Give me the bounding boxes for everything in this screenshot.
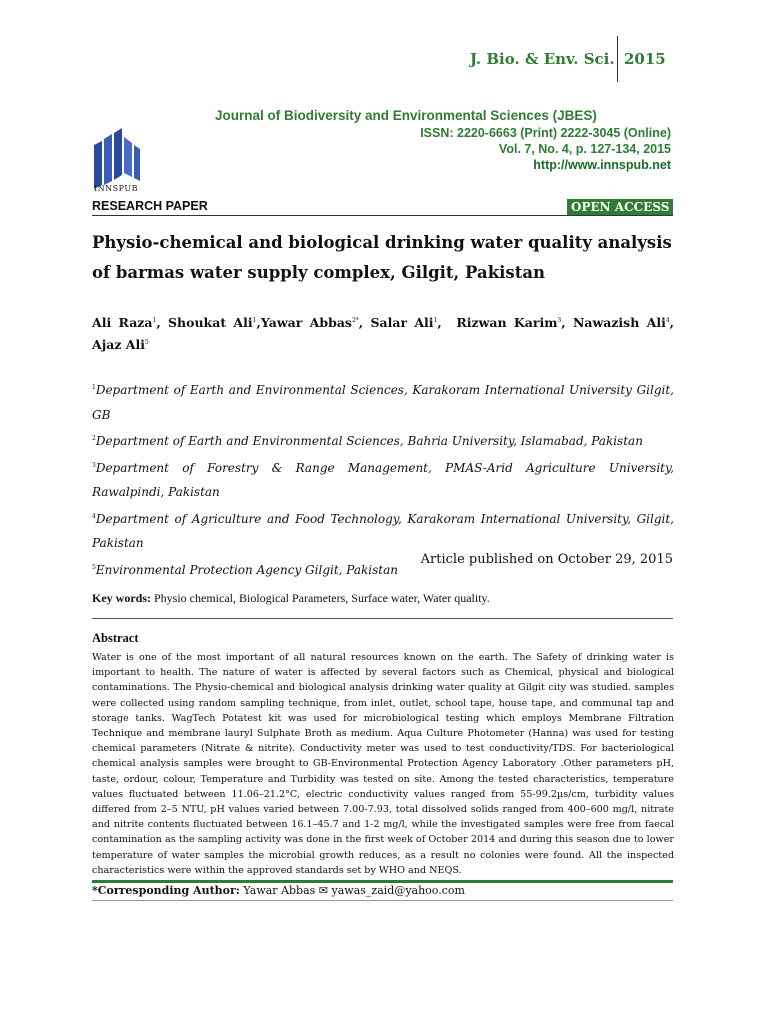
affiliation: $^4$Department of Agriculture and Food Technology, Karakoram International University, Gilgit, Pakistan <box>92 511 674 550</box>
running-header-journal: J. Bio. & Env. Sci. <box>470 50 615 68</box>
journal-issn: ISSN: 2220-6663 (Print) 2222-3045 (Online) <box>420 126 671 140</box>
abstract-text: Water is one of the most important of all natural resources known on the earth. The Safety of drinking water is important to health. The nature of water is affected by several factors such as Chemical, physical and biological contaminations. The Physio-chemical and biological analysis drinking water quality at Gilgit city was studied. samples were collected using random sampling technique, from inlet, outlet, school tape, house tape, and communal tap and storage tanks. WagTech Potatest kit was used for microbiological testing which employs Membrane Filtration Technique and membrane lauryl Sulphate Broth as medium. Aqua Culture Photometer (Hanna) was used for testing chemical parameters (Nitrate & nitrite). Conductivity meter was used to test conductivity/TDS. For bacteriological chemical analysis samples were brought to GB-Environmental Protection Agency Laboratory .Other parameters pH, taste, ordour, colour, Temperature and Turbidity was tested on site. Among the tested characteristics, temperature values fluctuated between 11.06–21.2°C, electric conductivity values ranged from 55-99.2µs/cm, turbidity values differed from 2–5 NTU, pH values varied between 7.00-7.93, total dissolved solids ranged from 400–600 mg/l, nitrate and nitrite contents fluctuated between 16.1–45.7 and 1-2 mg/l, while the investigated samples were free from faecal contamination as the sampling activity was done in the first week of October 2014 and during this season due to lower temperature of water samples the microbial growth reduces, as a result no colonies were found. All the inspected characteristics were within the approved standards set by WHO and NEQS. <box>92 652 674 876</box>
journal-name: Journal of Biodiversity and Environmental Sciences (JBES) <box>215 108 597 123</box>
footer-rule-thin <box>92 900 673 901</box>
paper-type: RESEARCH PAPER <box>92 199 208 213</box>
author: Rizwan Karim$^3$ <box>456 315 562 331</box>
author: Nawazish Ali$^4$ <box>572 315 670 331</box>
author: Ali Raza$^1$ <box>92 315 157 331</box>
header-rule <box>92 215 673 216</box>
affiliation: $^3$Department of Forestry & Range Management, PMAS-Arid Agriculture University, Rawalpindi, Pakistan <box>92 460 674 499</box>
keywords-rule <box>92 618 673 619</box>
paper-title: Physio-chemical and biological drinking water quality analysis of barmas water supply complex, Gilgit, Pakistan <box>92 233 672 282</box>
footer-rule <box>92 880 673 883</box>
running-header-year: 2015 <box>624 50 666 68</box>
open-access-badge: OPEN ACCESS <box>567 199 673 215</box>
author: Ajaz Ali$^5$ <box>92 337 149 353</box>
publisher-logo-text: INNSPUB <box>94 184 139 193</box>
corresponding-author <box>92 884 465 897</box>
corresponding-name: Yawar Abbas <box>243 884 316 897</box>
envelope-icon: ✉ <box>318 884 329 897</box>
author: Salar Ali$^1$ <box>370 315 438 331</box>
keywords-text: Physio chemical, Biological Parameters, Surface water, Water quality. <box>154 591 490 605</box>
abstract-heading: Abstract <box>92 631 139 645</box>
affiliation: $^5$Environmental Protection Agency Gilgit, Pakistan <box>92 562 398 577</box>
affiliation: $^1$Department of Earth and Environmental Sciences, Karakoram International University Gilgit, GB <box>92 383 674 422</box>
journal-url[interactable]: http://www.innspub.net <box>533 158 671 172</box>
corresponding-label: *Corresponding Author: <box>92 884 240 897</box>
author: Yawar Abbas$^{2*}$ <box>260 315 359 331</box>
running-header-divider <box>617 36 618 82</box>
keywords <box>92 591 674 606</box>
author: Shoukat Ali$^1$ <box>168 315 257 331</box>
journal-volume: Vol. 7, No. 4, p. 127-134, 2015 <box>498 142 671 156</box>
publication-date: Article published on October 29, 2015 <box>420 552 673 567</box>
innspub-book-icon <box>92 125 142 191</box>
author-list: Ali Raza$^1$, Shoukat Ali$^1$,Yawar Abbas$^{2*}$, Salar Ali$^1$, Rizwan Karim$^3$, Nawazish Ali$^4$, Ajaz Ali$^5$ <box>92 315 675 353</box>
affiliation: $^2$Department of Earth and Environmental Sciences, Bahria University, Islamabad, Pakistan <box>92 434 643 448</box>
keywords-label: Key words: <box>92 591 151 605</box>
corresponding-email[interactable]: yawas_zaid@yahoo.com <box>331 884 465 897</box>
